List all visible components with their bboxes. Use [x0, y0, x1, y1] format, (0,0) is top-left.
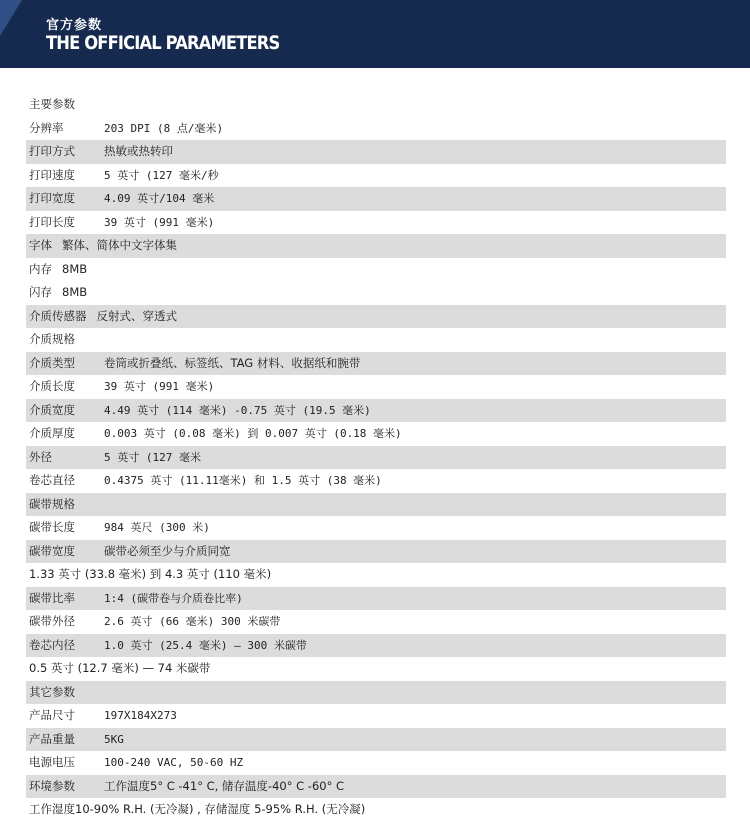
spec-row	[26, 399, 726, 423]
spec-value: 5KG	[104, 732, 124, 746]
spec-row	[26, 469, 726, 493]
spec-value: 4.09 英寸/104 毫米	[104, 192, 215, 205]
spec-label: 其它参数	[29, 684, 75, 699]
spec-label: 介质规格	[29, 332, 75, 346]
spec-row	[26, 422, 726, 446]
spec-row	[26, 634, 726, 658]
spec-row	[26, 681, 726, 705]
spec-value: 1.0 英寸 (25.4 毫米) — 300 米碳带	[104, 638, 307, 652]
spec-label: 碳带长度	[29, 520, 75, 534]
spec-label: 碳带宽度	[29, 543, 75, 558]
spec-row	[26, 798, 726, 822]
spec-value: 工作温度5° C -41° C, 储存温度-40° C -60° C	[104, 778, 345, 793]
spec-row	[26, 328, 726, 352]
spec-label: 打印长度	[29, 214, 75, 229]
spec-value: 繁体、简体中文字体集	[62, 238, 177, 252]
spec-value: 984 英尺 (300 米)	[104, 521, 210, 534]
spec-row	[26, 211, 726, 235]
spec-label: 介质宽度	[29, 402, 75, 417]
spec-row	[26, 234, 726, 258]
spec-inline-text	[29, 305, 177, 329]
spec-inline-text	[29, 258, 87, 282]
spec-label: 电源电压	[29, 755, 75, 769]
spec-row	[26, 258, 726, 282]
spec-value: 197X184X273	[104, 709, 177, 722]
spec-value: 39 英寸 (991 毫米)	[104, 215, 215, 229]
spec-row	[26, 516, 726, 540]
spec-value: 0.4375 英寸 (11.11毫米) 和 1.5 英寸 (38 毫米)	[104, 474, 382, 487]
spec-row	[26, 93, 726, 117]
spec-value: 5 英寸 (127 毫米	[104, 450, 201, 464]
spec-label: 卷芯内径	[29, 637, 75, 652]
spec-value: 卷筒或折叠纸、标签纸、TAG 材料、收据纸和腕带	[104, 355, 361, 370]
spec-value: 碳带必须至少与介质同宽	[104, 543, 231, 558]
spec-value: 反射式、穿透式	[96, 308, 177, 323]
header-banner	[0, 0, 750, 68]
spec-row	[26, 751, 726, 775]
spec-value: 0.003 英寸 (0.08 毫米) 到 0.007 英寸 (0.18 毫米)	[104, 427, 402, 440]
spec-label: 介质类型	[29, 355, 75, 370]
spec-value: 1:4 (碳带卷与介质卷比率)	[104, 591, 243, 605]
spec-row	[26, 375, 726, 399]
spec-inline-text	[29, 281, 87, 305]
spec-row	[26, 610, 726, 634]
spec-label: 0.5 英寸 (12.7 毫米) — 74 米碳带	[29, 661, 211, 675]
spec-row	[26, 117, 726, 141]
spec-label: 主要参数	[29, 97, 75, 111]
spec-value: 100-240 VAC, 50-60 HZ	[104, 756, 244, 769]
spec-row	[26, 493, 726, 517]
spec-value: 5 英寸 (127 毫米/秒	[104, 168, 219, 182]
spec-row	[26, 563, 726, 587]
spec-label: 打印方式	[29, 144, 75, 158]
spec-label: 产品重量	[29, 731, 75, 746]
spec-value: 2.6 英寸 (66 毫米) 300 米碳带	[104, 615, 281, 628]
spec-label: 闪存	[29, 285, 52, 299]
spec-label: 碳带规格	[29, 496, 75, 511]
spec-label: 介质长度	[29, 379, 75, 393]
header-title-en: THE OFFICIAL PARAMETERS	[46, 32, 280, 54]
spec-value: 热敏或热转印	[104, 144, 173, 158]
spec-value: 203 DPI (8 点/毫米)	[104, 121, 224, 135]
spec-label: 打印速度	[29, 167, 75, 182]
spec-label: 工作湿度10-90% R.H. (无冷凝) , 存储湿度 5-95% R.H. (无冷凝)	[29, 802, 366, 816]
spec-label: 环境参数	[29, 778, 75, 793]
spec-row	[26, 775, 726, 799]
header-title-cn: 官方参数	[46, 18, 103, 33]
spec-row	[26, 587, 726, 611]
spec-label: 分辨率	[29, 120, 64, 135]
spec-label: 外径	[29, 449, 52, 464]
spec-row	[26, 187, 726, 211]
spec-value: 39 英寸 (991 毫米)	[104, 380, 215, 393]
spec-label: 产品尺寸	[29, 708, 75, 722]
spec-label: 碳带比率	[29, 590, 75, 605]
spec-row	[26, 305, 726, 329]
spec-inline-text	[29, 234, 177, 258]
spec-label: 打印宽度	[29, 191, 75, 205]
spec-row	[26, 657, 726, 681]
spec-label: 介质传感器	[29, 308, 87, 323]
spec-row	[26, 446, 726, 470]
spec-label: 字体	[29, 238, 52, 252]
spec-label: 碳带外径	[29, 614, 75, 628]
spec-label: 1.33 英寸 (33.8 毫米) 到 4.3 英寸 (110 毫米)	[29, 567, 272, 581]
spec-label: 卷芯直径	[29, 473, 75, 487]
spec-row	[26, 540, 726, 564]
spec-value: 8MB	[62, 285, 88, 299]
banner-corner-accent	[0, 0, 22, 36]
spec-row	[26, 140, 726, 164]
spec-label: 介质厚度	[29, 426, 75, 440]
spec-row	[26, 164, 726, 188]
spec-row	[26, 281, 726, 305]
spec-row	[26, 352, 726, 376]
spec-label: 内存	[29, 261, 52, 276]
spec-value: 4.49 英寸 (114 毫米) -0.75 英寸 (19.5 毫米)	[104, 403, 371, 417]
spec-row	[26, 704, 726, 728]
spec-table	[26, 93, 726, 822]
spec-row	[26, 728, 726, 752]
spec-value: 8MB	[62, 261, 88, 276]
